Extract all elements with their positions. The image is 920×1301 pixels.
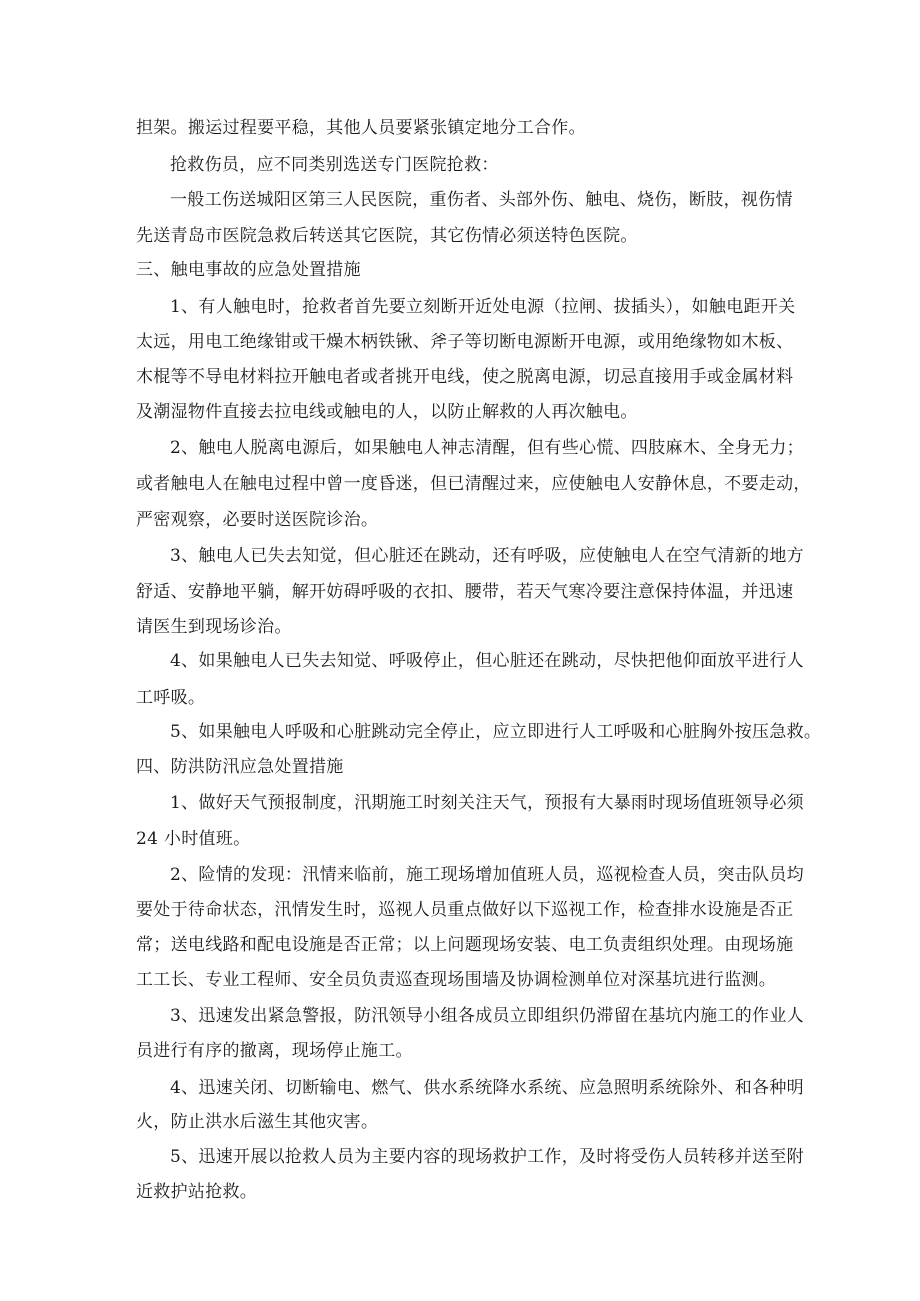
text-line: 常；送电线路和配电设施是否正常；以上问题现场安装、电工负责组织处理。由现场施 [136,935,794,955]
section-heading: 四、防洪防汛应急处置措施 [136,757,344,777]
text-line: 3、迅速发出紧急警报，防汛领导小组各成员立即组织仍滞留在基坑内施工的作业人 [170,1006,804,1026]
text-line: 工工长、专业工程师、安全员负责巡查现场围墙及协调检测单位对深基坑进行监测。 [136,970,777,990]
text-line: 及潮湿物件直接去拉电线或触电的人，以防止解救的人再次触电。 [136,402,638,422]
text-line: 工呼吸。 [136,688,206,708]
text-line: 24 小时值班。 [136,829,251,849]
text-line: 2、触电人脱离电源后，如果触电人神志清醒，但有些心慌、四肢麻木、全身无力； [170,438,804,458]
text-line: 2、险情的发现：汛情来临前，施工现场增加值班人员，巡视检查人员，突击队员均 [170,865,804,885]
text-line: 请医生到现场诊治。 [136,617,292,637]
text-line: 一般工伤送城阳区第三人民医院，重伤者、头部外伤、触电、烧伤，断肢，视伤情 [170,190,793,210]
text-line: 要处于待命状态，汛情发生时，巡视人员重点做好以下巡视工作，检查排水设施是否正 [136,900,794,920]
text-line: 1、有人触电时，抢救者首先要立刻断开近处电源（拉闸、拔插头），如触电距开关 [170,297,796,317]
text-line: 担架。搬运过程要平稳，其他人员要紧张镇定地分工合作。 [136,118,586,138]
text-line: 4、迅速关闭、切断输电、燃气、供水系统降水系统、应急照明系统除外、和各种明 [170,1078,804,1098]
text-line: 抢救伤员，应不同类别选送专门医院抢救： [170,155,499,175]
text-line: 先送青岛市医院急救后转送其它医院，其它伤情必须送特色医院。 [136,226,638,246]
text-line: 木棍等不导电材料拉开触电者或者挑开电线，使之脱离电源，切忌直接用手或金属材料 [136,367,794,387]
text-line: 近救护站抢救。 [136,1182,258,1202]
text-line: 太远，用电工绝缘钳或干燥木柄铁锹、斧子等切断电源断开电源，或用绝缘物如木板、 [136,332,794,352]
section-heading: 三、触电事故的应急处置措施 [136,260,361,280]
text-line: 舒适、安静地平躺，解开妨碍呼吸的衣扣、腰带，若天气寒冷要注意保持体温，并迅速 [136,582,794,602]
text-line: 火，防止洪水后滋生其他灾害。 [136,1112,379,1132]
text-line: 或者触电人在触电过程中曾一度昏迷，但已清醒过来，应使触电人安静休息，不要走动， [136,474,811,494]
text-line: 员进行有序的撤离，现场停止施工。 [136,1041,413,1061]
text-line: 1、做好天气预报制度，汛期施工时刻关注天气，预报有大暴雨时现场值班领导必须 [170,793,804,813]
text-line: 5、如果触电人呼吸和心脏跳动完全停止，应立即进行人工呼吸和心脏胸外按压急救。 [170,722,822,742]
text-line: 4、如果触电人已失去知觉、呼吸停止，但心脏还在跳动，尽快把他仰面放平进行人 [170,651,804,671]
text-line: 严密观察，必要时送医院诊治。 [136,510,379,530]
text-line: 5、迅速开展以抢救人员为主要内容的现场救护工作，及时将受伤人员转移并送至附 [170,1147,804,1167]
text-line: 3、触电人已失去知觉，但心脏还在跳动，还有呼吸，应使触电人在空气清新的地方 [170,546,804,566]
